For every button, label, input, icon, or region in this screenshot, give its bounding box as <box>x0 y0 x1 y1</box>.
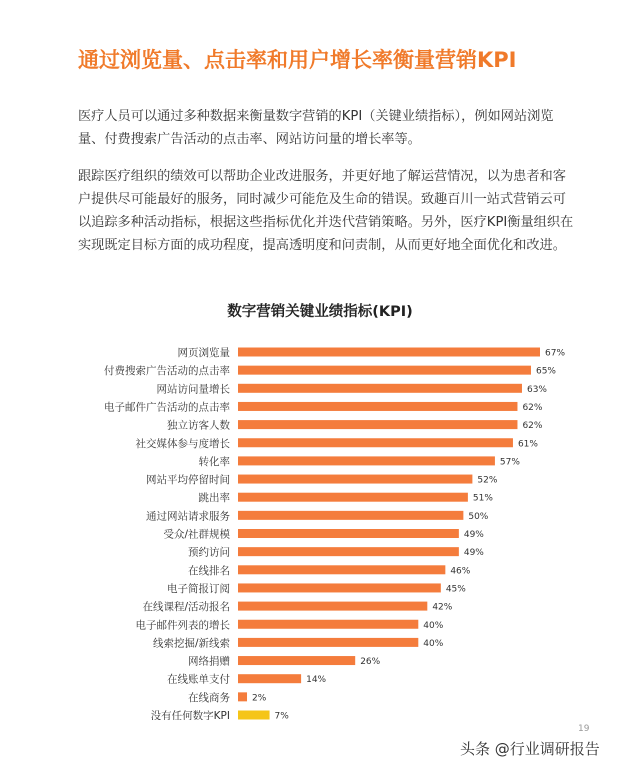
category-label: 电子邮件列表的增长 <box>135 619 230 632</box>
bar <box>238 438 513 447</box>
chart-title: 数字营销关键业绩指标(KPI) <box>227 304 413 320</box>
bar <box>238 402 517 411</box>
category-label: 社交媒体参与度增长 <box>135 437 230 450</box>
bar <box>238 366 531 375</box>
bar <box>238 656 355 665</box>
value-label: 67% <box>545 348 566 359</box>
value-label: 51% <box>472 493 493 504</box>
value-label: 7% <box>274 711 289 720</box>
category-label: 没有任何数字KPI <box>150 710 230 720</box>
bar <box>238 620 418 629</box>
bar <box>238 475 472 484</box>
value-label: 52% <box>477 475 498 486</box>
value-label: 61% <box>517 439 538 450</box>
category-label: 在线排名 <box>188 564 230 577</box>
category-label: 受众/社群规模 <box>163 528 230 541</box>
category-label: 网站平均停留时间 <box>146 474 230 487</box>
value-label: 40% <box>423 620 444 631</box>
category-label: 独立访客人数 <box>167 419 230 432</box>
bar <box>238 529 459 538</box>
value-label: 49% <box>463 548 484 559</box>
watermark: 头条 @行业调研报告 <box>460 740 600 758</box>
category-label: 电子邮件广告活动的点击率 <box>104 401 230 414</box>
category-label: 付费搜索广告活动的点击率 <box>104 365 230 378</box>
category-label: 网络捐赠 <box>188 655 230 668</box>
page-number: 19 <box>578 724 590 734</box>
category-label: 电子简报订阅 <box>167 582 230 595</box>
bar <box>238 692 247 701</box>
bar <box>238 420 517 429</box>
bar <box>238 565 445 574</box>
bar <box>238 348 540 357</box>
category-label: 在线课程/活动报名 <box>142 601 230 614</box>
intro-paragraph: 医疗人员可以通过多种数据来衡量数字营销的KPI（关键业绩指标），例如网站浏览量、付费搜索广告活动的点击率、网站访问量的增长率等。 <box>78 109 554 147</box>
value-label: 49% <box>463 530 484 540</box>
category-label: 线索挖掘/新线索 <box>152 637 230 650</box>
value-label: 2% <box>252 693 267 704</box>
value-label: 42% <box>432 602 453 613</box>
value-label: 14% <box>306 675 327 686</box>
category-label: 跳出率 <box>198 492 230 505</box>
body-paragraph: 跟踪医疗组织的绩效可以帮助企业改进服务，并更好地了解运营情况，以为患者和客户提供尽可能最好的服务，同时减少可能危及生命的错误。致趣百川一站式营销云可以追踪多种活动指标，根据这些指标优化并迭代营销策略。另外，医疗KPI衡量组织在实现既定目标方面的成功程度，提高透明度和问责制，从而更好地全面优化和改进。 <box>78 169 574 253</box>
value-label: 26% <box>360 657 381 668</box>
category-label: 在线商务 <box>188 691 230 704</box>
category-label: 网页浏览量 <box>177 347 230 359</box>
value-label: 65% <box>535 366 557 377</box>
category-label: 网站访问量增长 <box>156 383 230 396</box>
kpi-bar-chart <box>0 340 640 720</box>
value-label: 46% <box>450 566 471 577</box>
value-label: 40% <box>423 638 444 649</box>
category-label: 通过网站请求服务 <box>146 510 230 523</box>
bar <box>238 674 301 683</box>
value-label: 50% <box>468 511 489 522</box>
bar <box>238 511 463 520</box>
bar <box>238 602 427 611</box>
value-label: 62% <box>522 402 543 413</box>
bar <box>238 493 468 502</box>
bar <box>238 384 522 393</box>
category-label: 预约访问 <box>188 546 230 559</box>
bar <box>238 638 418 647</box>
bar <box>238 547 459 556</box>
bar <box>238 711 270 720</box>
bar <box>238 583 441 592</box>
category-label: 转化率 <box>198 455 230 468</box>
value-label: 57% <box>499 457 520 468</box>
page-title: 通过浏览量、点击率和用户增长率衡量营销KPI <box>78 48 517 72</box>
value-label: 45% <box>445 584 466 595</box>
value-label: 62% <box>522 421 543 432</box>
value-label: 63% <box>526 384 547 395</box>
category-label: 在线账单支付 <box>167 673 230 686</box>
bar <box>238 456 495 465</box>
